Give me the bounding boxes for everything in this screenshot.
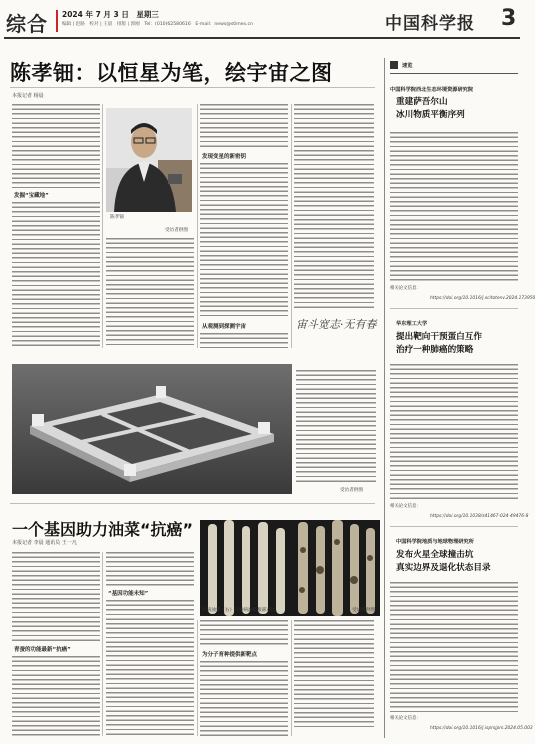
sidebar-rule — [384, 58, 385, 738]
lead-subhead-1: 发掘“宝藏地” — [14, 193, 49, 199]
issue-date: 2024 年 7 月 3 日 星期三 — [62, 10, 159, 19]
sidebar-marker-icon — [390, 61, 398, 69]
second-text-col3a — [200, 620, 288, 646]
lead-subhead-3: 从观测到探测宇宙 — [202, 324, 247, 330]
ship-photo — [12, 364, 292, 494]
sidebar-item-2-doi-link[interactable]: https://doi.org/10.1038/s41467-024-49476-8 — [430, 514, 529, 519]
sidebar-item-1-source: 相关论文信息： — [390, 286, 421, 291]
sidebar-item-2-text — [390, 364, 518, 500]
sidebar-item-1-tag: 中国科学院西北生态环境资源研究院 — [390, 87, 474, 93]
second-text-col4 — [294, 620, 374, 730]
section-name: 综合 — [6, 12, 48, 36]
second-subhead-2: “基因功能未知” — [108, 591, 149, 597]
calligraphy-signature: 宙斗宽志·无有春 — [296, 318, 377, 331]
sidebar-header-rule — [390, 73, 518, 74]
masthead-rule — [4, 37, 520, 39]
portrait-image — [106, 108, 192, 212]
second-text-col3b — [200, 661, 288, 736]
sidebar-header: 速览 — [402, 63, 413, 69]
section-rule — [10, 503, 375, 504]
second-text-col1a — [12, 552, 100, 642]
sidebar-item-rule — [390, 308, 518, 309]
rapeseed-photo — [200, 520, 380, 616]
sidebar-item-1-doi-link[interactable]: https://doi.org/10.1016/j.scitotenv.2024.173950 — [430, 296, 535, 301]
second-text-col2a — [106, 552, 194, 586]
newspaper-logo: 中国科学报 — [385, 14, 475, 34]
lead-text-col4 — [294, 104, 374, 310]
rapeseed-image — [200, 520, 380, 616]
lead-text-col3c — [200, 333, 288, 348]
lead-byline: 本报记者 杨晨 — [12, 93, 44, 99]
column-rule — [291, 620, 292, 736]
rapeseed-credit: 受访者供图 — [352, 608, 375, 613]
sidebar-item-1-text — [390, 132, 518, 282]
second-headline: 一个基因助力油菜“抗癌” — [12, 520, 194, 539]
lead-text-col1a — [12, 104, 100, 188]
ship-image — [12, 364, 292, 494]
lead-text-col3a — [200, 104, 288, 150]
sidebar-item-3-text — [390, 582, 518, 712]
second-byline: 本报记者 李晨 通讯员 王一凡 — [12, 540, 77, 546]
lead-text-col2 — [106, 238, 194, 348]
column-rule — [197, 620, 198, 736]
lead-text-col1b — [12, 202, 100, 347]
column-rule — [102, 552, 103, 736]
sidebar-item-1-title-line1: 重建萨吾尔山 — [396, 97, 448, 107]
lead-subhead-2: 发现变星的新密钥 — [202, 154, 247, 160]
page-number: 3 — [501, 6, 517, 31]
masthead-divider — [56, 10, 58, 32]
sidebar-item-3-tag: 中国科学院地质与地球物理研究所 — [396, 539, 474, 545]
sidebar-item-2-source: 相关论文信息： — [390, 504, 421, 509]
second-text-col1b — [12, 656, 100, 736]
headline-rule — [10, 87, 375, 88]
sidebar-item-2-title-line2: 治疗一种肺癌的策略 — [396, 345, 474, 355]
editorial-info: 编辑 | 赵路 校对 | 王晨 排版 | 郭刚 Tel：(010)62580616 E-mail：news@stimes.cn — [62, 22, 253, 27]
column-rule — [197, 104, 198, 348]
portrait-photo — [106, 108, 192, 212]
second-text-col2b — [106, 600, 194, 736]
sidebar-item-3-title-line2: 真实边界及退化状态目录 — [396, 563, 491, 573]
sidebar-item-3-doi-link[interactable]: https://doi.org/10.1016/j.isprsjprs.2024.05.003 — [430, 726, 533, 731]
portrait-caption: 陈孝钿 — [110, 215, 124, 220]
sidebar-item-rule — [390, 526, 518, 527]
ship-caption-text — [296, 370, 376, 484]
lead-headline: 陈孝钿：以恒星为笔，绘宇宙之图 — [10, 61, 333, 85]
column-rule — [291, 104, 292, 348]
second-subhead-1: 青蚕的功能最新“抗癌” — [14, 647, 71, 653]
sidebar-item-2-title-line1: 提出靶向干预蛋白互作 — [396, 332, 482, 342]
second-subhead-3: 为分子育种提供新靶点 — [202, 652, 258, 658]
sidebar-item-3-source: 相关论文信息： — [390, 716, 421, 721]
sidebar-item-3-title-line1: 发布火星全球撞击坑 — [396, 550, 474, 560]
sidebar-item-1-title-line2: 冰川物质平衡序列 — [396, 110, 465, 120]
rapeseed-caption: 抗病油菜（右）与感病油菜根部对比。 — [202, 608, 281, 613]
sidebar-item-2-tag: 华东理工大学 — [396, 321, 428, 327]
portrait-credit: 受访者供图 — [165, 228, 188, 233]
column-rule — [102, 104, 103, 348]
lead-text-col3b — [200, 163, 288, 318]
ship-photo-credit: 受访者供图 — [340, 488, 363, 493]
